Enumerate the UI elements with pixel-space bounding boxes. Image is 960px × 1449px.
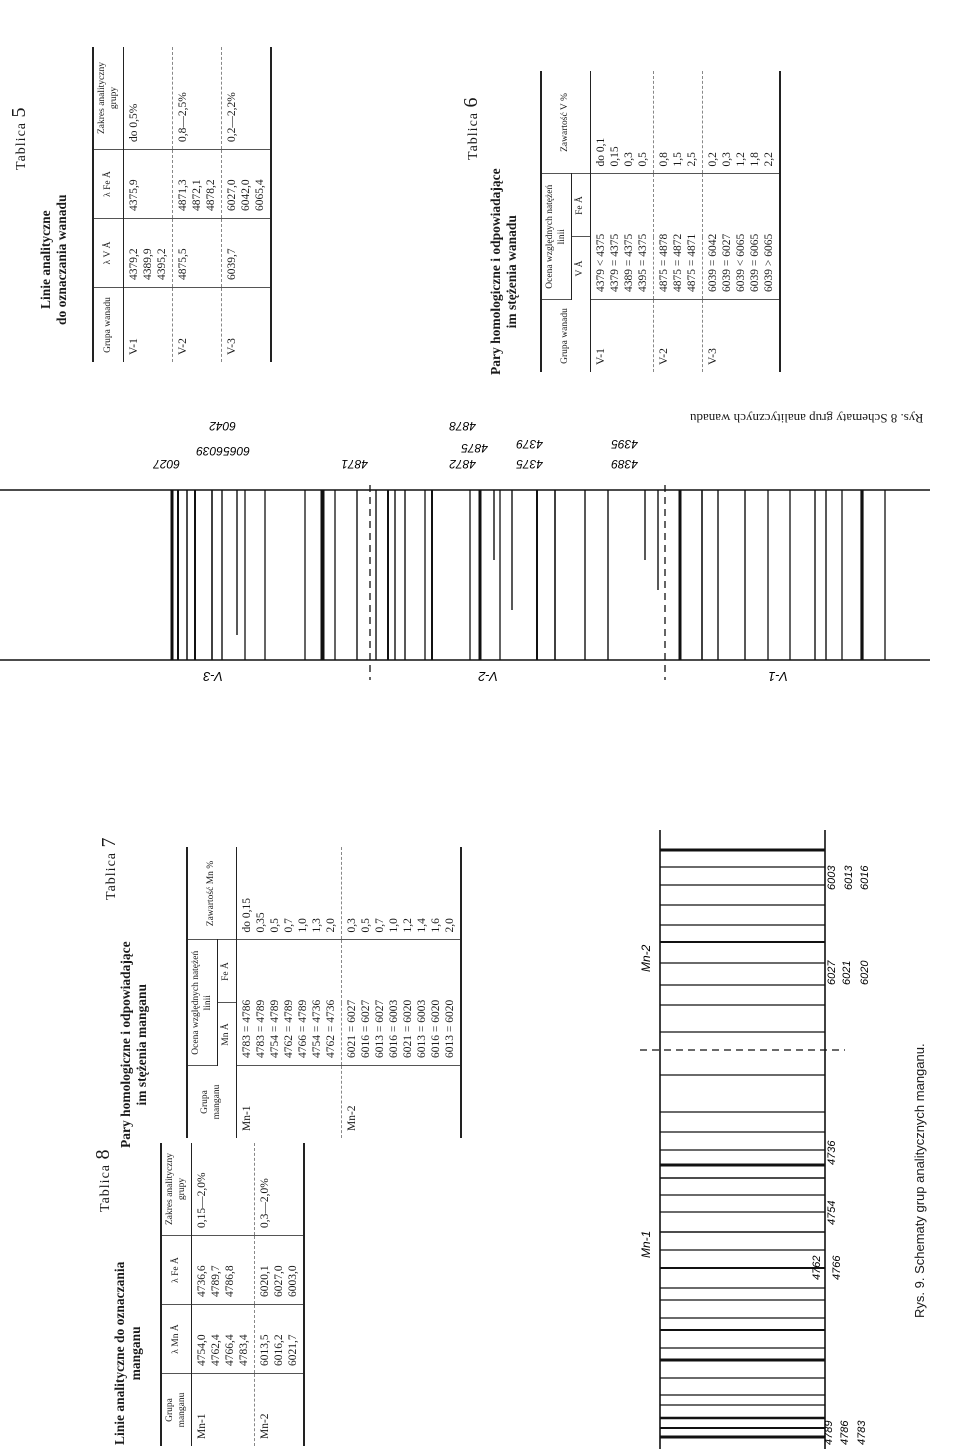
tab6-content: 2,2: [762, 152, 775, 167]
tab7-content: do 0,15: [240, 898, 253, 933]
tab7-pair: 6021 = 6027: [345, 999, 358, 1058]
tab6-pair: 6039 > 6065: [762, 233, 775, 292]
tab8-mn-value: 4762,4: [210, 1334, 223, 1366]
fig9-frame: [640, 830, 845, 1449]
tab8-fe-value: 4736,6: [196, 1265, 209, 1297]
tab6-group: V-3: [702, 300, 780, 373]
tab6-content: 0,3: [720, 152, 733, 167]
tab5-range: 0,2—2,2%: [222, 47, 272, 150]
tab8-header-fe: λ Fe Å: [161, 1236, 192, 1305]
tab5-group: V-2: [173, 288, 222, 363]
tab6-content: 0,2: [706, 152, 719, 167]
tab6-title-line2: im stężenia wanadu: [504, 215, 519, 329]
tab8-fe-value: 4789,7: [210, 1265, 223, 1297]
tab7-content: 0,7: [282, 918, 295, 933]
line-label: 4754: [826, 1200, 838, 1225]
tab5-v-value: 4389,9: [142, 248, 155, 280]
tab5-v-value: 4875,5: [177, 248, 190, 280]
tab6-pair: 6039 = 6065: [748, 233, 761, 292]
tab5-fe-value: 4375,9: [128, 179, 141, 211]
tab8-mn-value: 4783,4: [238, 1334, 251, 1366]
tab7-content: 1,0: [387, 918, 400, 933]
line-label: 6027: [153, 457, 180, 471]
tab5-label-text: Tablica: [14, 122, 29, 170]
tab6-pair: 4875 = 4871: [685, 233, 698, 292]
tab7-pair: 4783 = 4789: [254, 999, 267, 1058]
tab6-content: 0,5: [636, 152, 649, 167]
tab7-content: 1,6: [429, 918, 442, 933]
tab7-pair: 6013 = 6027: [373, 999, 386, 1058]
line-label: 6021: [841, 960, 853, 985]
tab7-content: 0,35: [254, 912, 267, 933]
tab6-content: 2,5: [685, 152, 698, 167]
tab7-header-fe: Fe Å: [218, 940, 237, 1003]
tab6-header-content: Zawartość V %: [541, 72, 590, 175]
tab5-title-line2: do oznaczania wanadu: [54, 194, 69, 325]
line-label: 4786: [839, 1420, 851, 1445]
tab6-content: 1,2: [734, 152, 747, 167]
tab7-content: 0,7: [373, 918, 386, 933]
tab6-content: do 0,1: [594, 137, 607, 167]
fig9-spectral-lines: [660, 850, 825, 1437]
group-label: Mn-1: [639, 1230, 653, 1258]
tab7-content: 2,0: [443, 918, 456, 933]
tab8-mn-value: 6016,2: [273, 1334, 286, 1366]
tab7-content: 1,3: [310, 918, 323, 933]
tab7-content: 2,0: [324, 918, 337, 933]
tab8-header-group: Grupa manganu: [161, 1374, 192, 1447]
tab5-v-value: 4395,2: [156, 248, 169, 280]
tab6-pair: 4395 = 4375: [636, 233, 649, 292]
tab8-range: 0,3—2,0%: [255, 1143, 305, 1236]
tab7-content: 1,4: [415, 918, 428, 933]
tab7-number: 7: [98, 836, 120, 848]
tab8-header-mn: λ Mn Å: [161, 1305, 192, 1374]
tab7-title-line2: im stężenia manganu: [134, 983, 149, 1106]
tab6-pair: 4389 = 4375: [622, 233, 635, 292]
tab8-fe-value: 4786,8: [224, 1265, 237, 1297]
tab6-content: 0,8: [657, 152, 670, 167]
tab5-group: V-1: [128, 338, 141, 355]
tab8-label-text: Tablica: [98, 1164, 113, 1212]
line-label: 6042: [209, 419, 236, 433]
line-label: 4766: [831, 1255, 843, 1280]
line-label: 6027: [826, 960, 838, 985]
line-label: 6020: [859, 960, 871, 985]
line-label: 6039: [196, 444, 223, 458]
tab6-header-eval: Ocena względnych natężeń linii: [541, 174, 572, 300]
tab6-header-group: Grupa wanadu: [541, 300, 590, 373]
fig9-caption: Rys. 9. Schematy grup analitycznych manganu.: [912, 1043, 927, 1318]
tab7-header-mn: Mn Å: [218, 1003, 237, 1066]
line-label: 4871: [341, 457, 368, 471]
tab6-pair: 4875 = 4878: [657, 233, 670, 292]
line-label: 4395: [611, 437, 638, 451]
tab8-fe-value: 6003,0: [287, 1265, 300, 1297]
tab6-content: 1,8: [748, 152, 761, 167]
line-label: 4379: [516, 437, 543, 451]
tab7-pair: 6016 = 6027: [359, 999, 372, 1058]
tab6-header-v: V Å: [572, 237, 591, 300]
tab8-mn-value: 4766,4: [224, 1334, 237, 1366]
tab6-group: V-1: [594, 348, 607, 365]
group-label: V-1: [768, 669, 788, 684]
fig8-caption: Rys. 8 Schematy grup analitycznych wanadu: [690, 411, 924, 426]
tab7-pair: 4766 = 4789: [296, 999, 309, 1058]
tab5-group: V-3: [222, 288, 272, 363]
tab8-fe-value: 6020,1: [259, 1265, 272, 1297]
group-label: V-2: [478, 669, 498, 684]
tab8-mn-value: 4754,0: [196, 1334, 209, 1366]
line-label: 4789: [823, 1420, 835, 1445]
line-label: 4375: [516, 457, 543, 471]
tab5-header-range: Zakres analityczny grupy: [93, 47, 124, 150]
tab5-fe-value: 6027,0: [226, 179, 239, 211]
tab7-pair: 6013 = 6003: [415, 999, 428, 1058]
tab8-mn-value: 6013,5: [259, 1334, 272, 1366]
tab5-range: do 0,5%: [124, 47, 173, 150]
fig9-group-labels: [639, 944, 653, 1258]
tab8-mn-value: 6021,7: [287, 1334, 300, 1366]
tab6-pair: 6039 = 6042: [706, 233, 719, 292]
tab8-group: Mn-1: [196, 1413, 209, 1439]
tab7-pair: 4754 = 4736: [310, 999, 323, 1058]
tab7-title-line1: Pary homologiczne i odpowiadające: [118, 941, 133, 1148]
tab7-pair: 4754 = 4789: [268, 999, 281, 1058]
tab7-header-group: Grupa manganu: [187, 1066, 236, 1139]
line-label: 4736: [826, 1140, 838, 1165]
tab5-number: 5: [8, 106, 30, 118]
tab5-v-value: 4379,2: [128, 248, 141, 280]
tab8-number: 8: [92, 1148, 114, 1160]
tab7-pair: 6013 = 6020: [443, 999, 456, 1058]
tab5-header-fe: λ Fe Å: [93, 150, 124, 219]
tab6-pair: 4875 = 4872: [671, 233, 684, 292]
tab7-pair: 6021 = 6020: [401, 999, 414, 1058]
tab5-title-line1: Linie analityczne: [38, 210, 53, 310]
tab7-group: Mn-1: [240, 1105, 253, 1131]
tab5-fe-value: 6042,0: [240, 179, 253, 211]
tab8-header-range: Zakres analityczny grupy: [161, 1143, 192, 1236]
tab6-content: 0,15: [608, 146, 621, 167]
tab7-header-eval: Ocena względnych natężeń linii: [187, 940, 218, 1066]
tab8-fe-value: 6027,0: [273, 1265, 286, 1297]
tab7-content: 0,3: [345, 918, 358, 933]
line-label: 4762: [811, 1255, 823, 1280]
tab7-pair: 6016 = 6020: [429, 999, 442, 1058]
tab5-range: 0,8—2,5%: [173, 47, 222, 150]
tab8-title-line1: Linie analityczne do oznaczania: [112, 1261, 127, 1445]
tab6-title-line1: Pary homologiczne i odpowiadające: [488, 168, 503, 375]
tab7-header-content: Zawartość Mn %: [187, 848, 236, 941]
tab6-content: 0,3: [622, 152, 635, 167]
tab8-range: 0,15—2,0%: [192, 1143, 255, 1236]
line-label: 6016: [859, 865, 871, 890]
tab5-header-group: Grupa wanadu: [93, 288, 124, 363]
group-label: Mn-2: [639, 944, 653, 972]
tab7-content: 1,2: [401, 918, 414, 933]
group-label: V-3: [203, 669, 223, 684]
line-label: 6065: [223, 444, 250, 458]
fig9-line-labels: [811, 865, 871, 1445]
tab7-content: 1,0: [296, 918, 309, 933]
tab6-number: 6: [460, 96, 482, 108]
tab5-fe-value: 6065,4: [254, 179, 267, 211]
tab6-pair: 4379 < 4375: [594, 233, 607, 292]
tab6-label-text: Tablica: [466, 112, 481, 160]
tab5-v-value: 6039,7: [226, 248, 239, 280]
tab7-pair: 4762 = 4736: [324, 999, 337, 1058]
tab7-content: 0,5: [359, 918, 372, 933]
tab6-content: 1,5: [671, 152, 684, 167]
tab7-group: Mn-2: [341, 1066, 461, 1139]
tab6-header-fe: Fe Å: [572, 174, 591, 237]
line-label: 4783: [856, 1420, 868, 1445]
tab5-fe-value: 4871,3: [177, 179, 190, 211]
line-label: 6003: [826, 865, 838, 890]
tab8-group: Mn-2: [255, 1374, 305, 1447]
tab7-pair: 4762 = 4789: [282, 999, 295, 1058]
tab6-group: V-2: [653, 300, 702, 373]
tab7-label-text: Tablica: [104, 852, 119, 900]
tab5-fe-value: 4872,1: [191, 179, 204, 211]
line-label: 6013: [843, 865, 855, 890]
tab5-header-v: λ V Å: [93, 219, 124, 288]
line-label: 4389: [611, 457, 638, 471]
tab6-pair: 6039 < 6065: [734, 233, 747, 292]
line-label: 4872: [449, 457, 476, 471]
tab5-fe-value: 4878,2: [205, 179, 218, 211]
tab6-pair: 6039 = 6027: [720, 233, 733, 292]
tab7-content: 0,5: [268, 918, 281, 933]
tab6-pair: 4379 = 4375: [608, 233, 621, 292]
tab7-pair: 6016 = 6003: [387, 999, 400, 1058]
tab8-title-line2: manganu: [128, 1326, 143, 1381]
line-label: 4878: [449, 419, 476, 433]
tab7-pair: 4783 = 4786: [240, 999, 253, 1058]
line-label: 4875: [461, 441, 488, 455]
